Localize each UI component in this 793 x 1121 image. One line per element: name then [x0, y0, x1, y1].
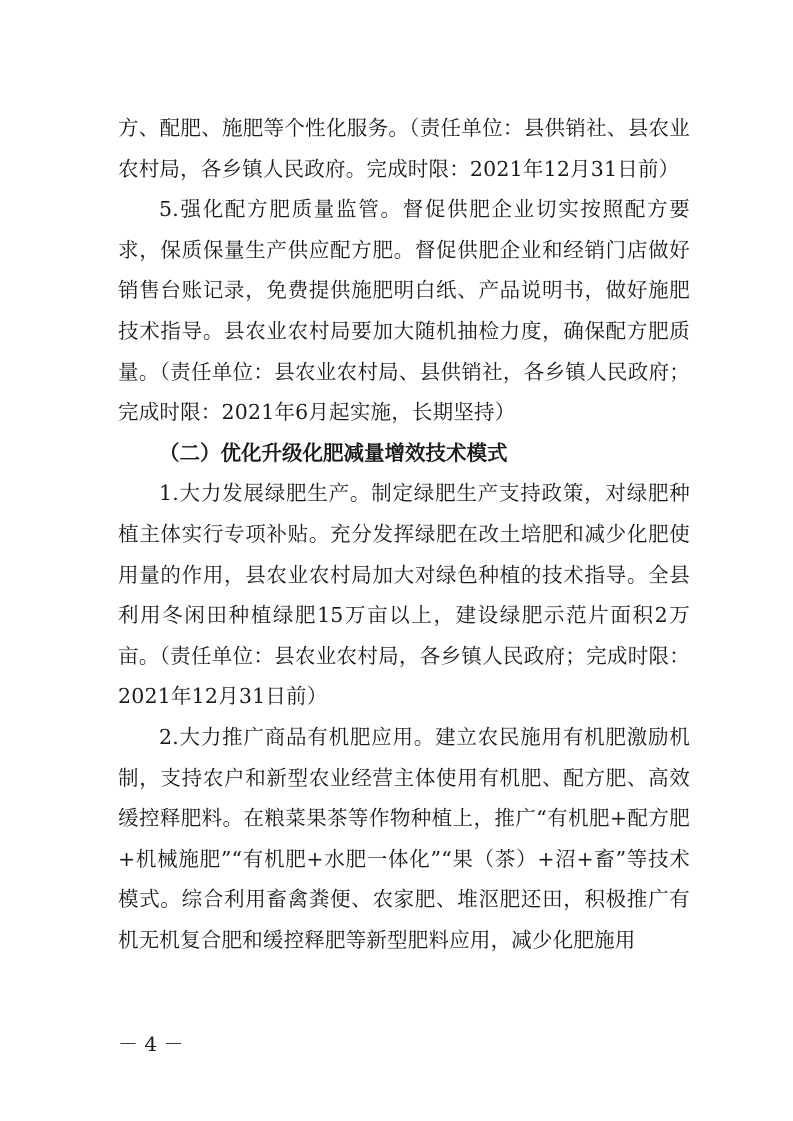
page-number: － 4 － [118, 1032, 184, 1056]
paragraph-item-5: 5.强化配方肥质量监管。督促供肥企业切实按照配方要求，保质保量生产供应配方肥。督促供肥企业和经销门店做好销售台账记录，免费提供施肥明白纸、产品说明书，做好施肥技术指导。县农业农村局要加大随机抽检力度，确保配方肥质量。（责任单位：县农业农村局、县供销社，各乡镇人民政府；完成时限：2021年6月起实施，长期坚持） [118, 197, 690, 425]
document-body [118, 108, 690, 960]
section-heading: （二）优化升级化肥减量增效技术模式 [159, 440, 508, 465]
paragraph-item-1: 1.大力发展绿肥生产。制定绿肥生产支持政策，对绿肥种植主体实行专项补贴。充分发挥绿肥在改土培肥和减少化肥使用量的作用，县农业农村局加大对绿色种植的技术指导。全县利用冬闲田种植绿肥15万亩以上，建设绿肥示范片面积2万亩。（责任单位：县农业农村局，各乡镇人民政府；完成时限：2021年12月31日前） [118, 481, 690, 709]
paragraph-continuation: 方、配肥、施肥等个性化服务。（责任单位：县供销社、县农业农村局，各乡镇人民政府。完成时限：2021年12月31日前） [118, 116, 690, 181]
paragraph-item-2: 2.大力推广商品有机肥应用。建立农民施用有机肥激励机制，支持农户和新型农业经营主体使用有机肥、配方肥、高效缓控释肥料。在粮菜果茶等作物种植上，推广“有机肥+配方肥+机械施肥”“有机肥+水肥一体化”“果（茶）+沼+畜”等技术模式。综合利用畜禽粪便、农家肥、堆沤肥还田，积极推广有机无机复合肥和缓控释肥等新型肥料应用，减少化肥施用 [118, 724, 690, 952]
